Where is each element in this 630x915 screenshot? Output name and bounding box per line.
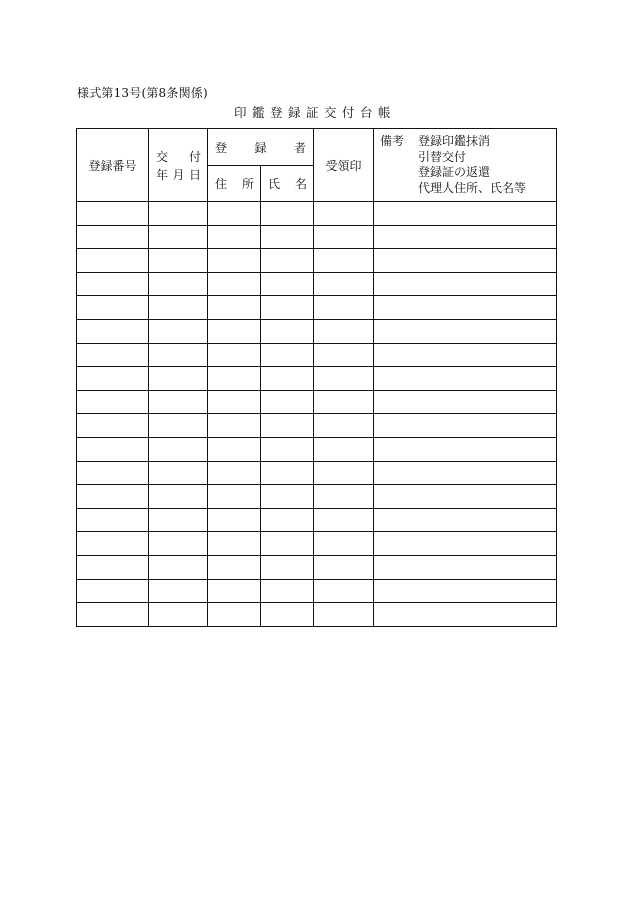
cell-registration-number [77, 532, 149, 556]
cell-issue-date [149, 437, 208, 461]
cell-name [261, 390, 314, 414]
cell-remarks [374, 485, 557, 509]
cell-receipt-seal [314, 272, 374, 296]
cell-address [208, 296, 261, 320]
header-issue-date-char: 年 [156, 167, 169, 182]
table-row [77, 555, 557, 579]
cell-remarks [374, 202, 557, 226]
cell-receipt-seal [314, 579, 374, 603]
cell-registration-number [77, 461, 149, 485]
document-title: 印鑑登録証交付台帳 [234, 105, 397, 120]
cell-registration-number [77, 319, 149, 343]
table-row [77, 437, 557, 461]
header-registrant-char: 登 [215, 140, 228, 155]
header-issue-date-char: 月 [172, 167, 185, 182]
cell-issue-date [149, 202, 208, 226]
cell-issue-date [149, 225, 208, 249]
cell-name [261, 437, 314, 461]
cell-remarks [374, 437, 557, 461]
cell-name [261, 296, 314, 320]
cell-receipt-seal [314, 603, 374, 627]
cell-remarks [374, 508, 557, 532]
cell-receipt-seal [314, 414, 374, 438]
cell-name [261, 343, 314, 367]
header-name-char: 氏 [268, 177, 281, 191]
cell-address [208, 225, 261, 249]
cell-registration-number [77, 390, 149, 414]
cell-remarks [374, 296, 557, 320]
table-row [77, 603, 557, 627]
table-row [77, 249, 557, 273]
cell-registration-number [77, 296, 149, 320]
remarks-item: 引替交付 [418, 149, 467, 164]
cell-issue-date [149, 485, 208, 509]
cell-remarks [374, 414, 557, 438]
header-registrant-char: 録 [254, 140, 267, 155]
cell-name [261, 461, 314, 485]
table-row [77, 414, 557, 438]
cell-address [208, 202, 261, 226]
cell-address [208, 555, 261, 579]
table-row [77, 343, 557, 367]
cell-receipt-seal [314, 532, 374, 556]
cell-remarks [374, 579, 557, 603]
cell-name [261, 579, 314, 603]
cell-receipt-seal [314, 296, 374, 320]
cell-issue-date [149, 579, 208, 603]
cell-remarks [374, 272, 557, 296]
table-row [77, 225, 557, 249]
cell-receipt-seal [314, 249, 374, 273]
cell-remarks [374, 532, 557, 556]
cell-receipt-seal [314, 437, 374, 461]
header-remarks [374, 129, 557, 202]
cell-registration-number [77, 414, 149, 438]
cell-registration-number [77, 555, 149, 579]
table-row [77, 319, 557, 343]
remarks-item: 代理人住所、氏名等 [418, 180, 527, 195]
cell-address [208, 579, 261, 603]
table-row [77, 202, 557, 226]
header-address-char: 住 [215, 177, 228, 191]
header-name [261, 166, 314, 202]
cell-name [261, 249, 314, 273]
cell-issue-date [149, 508, 208, 532]
cell-registration-number [77, 225, 149, 249]
cell-receipt-seal [314, 202, 374, 226]
cell-issue-date [149, 390, 208, 414]
header-issue-date-char: 交 [156, 149, 169, 164]
cell-remarks [374, 319, 557, 343]
cell-issue-date [149, 249, 208, 273]
cell-issue-date [149, 603, 208, 627]
header-registrant-label [208, 139, 313, 156]
header-registrant-char: 者 [294, 140, 307, 155]
cell-registration-number [77, 249, 149, 273]
remarks-item: 登録証の返還 [418, 165, 491, 179]
remarks-item: 登録印鑑抹消 [418, 134, 491, 148]
cell-receipt-seal [314, 343, 374, 367]
cell-registration-number [77, 202, 149, 226]
cell-name [261, 532, 314, 556]
header-issue-date-line2 [149, 166, 207, 183]
cell-address [208, 603, 261, 627]
header-remarks-items [418, 134, 526, 196]
cell-issue-date [149, 414, 208, 438]
header-row [77, 129, 557, 166]
cell-remarks [374, 225, 557, 249]
cell-registration-number [77, 508, 149, 532]
cell-issue-date [149, 461, 208, 485]
cell-issue-date [149, 555, 208, 579]
cell-address [208, 319, 261, 343]
header-issue-date-line1 [149, 148, 207, 165]
cell-name [261, 414, 314, 438]
header-receipt-seal-label: 受領印 [325, 158, 362, 173]
seal-registration-ledger-table [76, 128, 557, 627]
cell-address [208, 343, 261, 367]
table-row [77, 485, 557, 509]
header-address-char: 所 [241, 177, 254, 191]
cell-receipt-seal [314, 461, 374, 485]
cell-registration-number [77, 367, 149, 391]
header-remarks-label: 備考 [380, 134, 405, 148]
form-number: 様式第13号(第8条関係) [77, 86, 208, 100]
cell-name [261, 202, 314, 226]
cell-address [208, 390, 261, 414]
header-receipt-seal [314, 129, 374, 202]
header-issue-date [149, 129, 208, 202]
cell-registration-number [77, 343, 149, 367]
cell-registration-number [77, 603, 149, 627]
cell-issue-date [149, 532, 208, 556]
header-issue-date-char: 日 [188, 167, 201, 182]
cell-remarks [374, 555, 557, 579]
header-issue-date-char: 付 [188, 149, 201, 164]
cell-issue-date [149, 272, 208, 296]
cell-issue-date [149, 367, 208, 391]
table-row [77, 461, 557, 485]
cell-registration-number [77, 437, 149, 461]
cell-name [261, 485, 314, 509]
cell-receipt-seal [314, 390, 374, 414]
cell-receipt-seal [314, 319, 374, 343]
cell-name [261, 367, 314, 391]
cell-issue-date [149, 343, 208, 367]
cell-address [208, 485, 261, 509]
cell-name [261, 508, 314, 532]
cell-remarks [374, 461, 557, 485]
cell-name [261, 272, 314, 296]
table-row [77, 579, 557, 603]
header-address-label [208, 175, 260, 192]
cell-name [261, 555, 314, 579]
cell-name [261, 319, 314, 343]
cell-address [208, 461, 261, 485]
cell-remarks [374, 367, 557, 391]
table-row [77, 296, 557, 320]
header-registrant [208, 129, 314, 166]
cell-issue-date [149, 319, 208, 343]
header-name-label [261, 175, 313, 192]
cell-address [208, 367, 261, 391]
cell-address [208, 437, 261, 461]
table-row [77, 390, 557, 414]
cell-address [208, 414, 261, 438]
cell-receipt-seal [314, 225, 374, 249]
cell-registration-number [77, 272, 149, 296]
cell-remarks [374, 249, 557, 273]
cell-receipt-seal [314, 508, 374, 532]
table-row [77, 508, 557, 532]
cell-address [208, 532, 261, 556]
cell-receipt-seal [314, 367, 374, 391]
table-row [77, 367, 557, 391]
header-name-char: 名 [295, 177, 308, 191]
cell-name [261, 225, 314, 249]
cell-remarks [374, 390, 557, 414]
cell-remarks [374, 603, 557, 627]
header-registration-number [77, 129, 149, 202]
cell-receipt-seal [314, 485, 374, 509]
cell-name [261, 603, 314, 627]
cell-registration-number [77, 485, 149, 509]
table-row [77, 272, 557, 296]
cell-registration-number [77, 579, 149, 603]
cell-receipt-seal [314, 555, 374, 579]
cell-address [208, 272, 261, 296]
cell-address [208, 508, 261, 532]
header-address [208, 166, 261, 202]
header-registration-number-label: 登録番号 [88, 158, 137, 173]
cell-remarks [374, 343, 557, 367]
cell-issue-date [149, 296, 208, 320]
table-row [77, 532, 557, 556]
cell-address [208, 249, 261, 273]
